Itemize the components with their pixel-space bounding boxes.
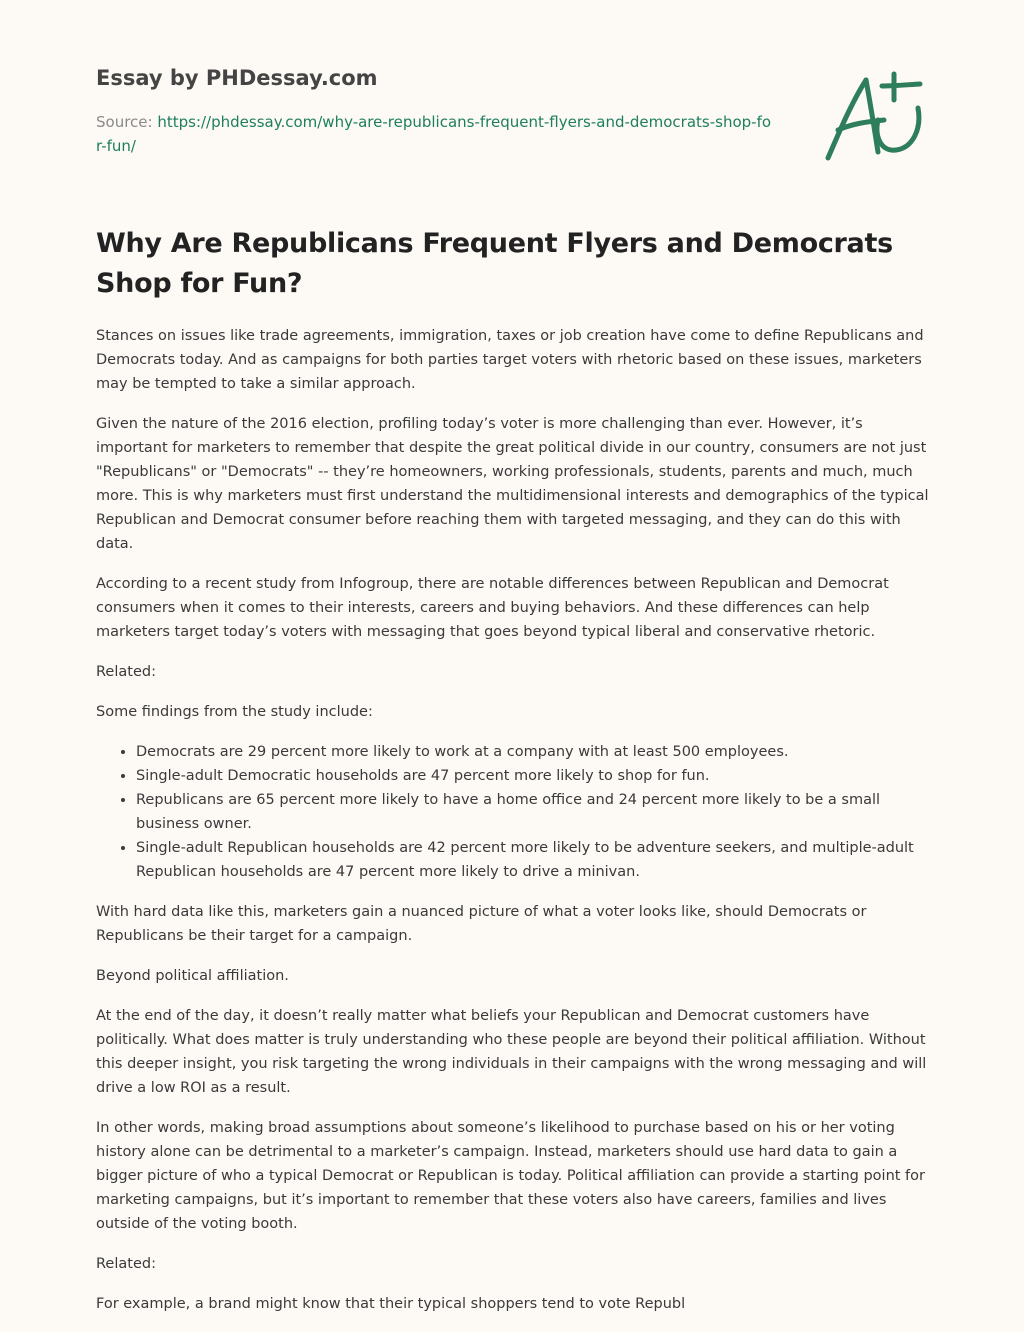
source-link[interactable]: https://phdessay.com/why-are-republicans-frequent-flyers-and-democrats-shop-for-fun/ <box>96 113 772 155</box>
paragraph-other-words: In other words, making broad assumptions about someone’s likelihood to purchase based on his or her voting history alone can be detrimental to a marketer’s campaign. Instead, marketers should use hard data to gain a bigger picture of who a typical Democrat or Republican is today. Political affiliation can provide a starting point for marketing campaigns, but it’s important to remember that these voters also have careers, families and lives outside of the voting booth. <box>96 1120 925 1232</box>
a-plus-logo-icon <box>824 68 928 164</box>
list-item: • Single-adult Republican households are 42 percent more likely to be adventure seekers, and multiple-adult Republican households are 47 percent more likely to drive a minivan. <box>136 836 932 884</box>
paragraph-study: According to a recent study from Infogroup, there are notable differences between Republican and Democrat consumers when it comes to their interests, careers and buying behaviors. And these differences can help marketers target today’s voters with messaging that goes beyond typical liberal and conservative rhetoric. <box>96 576 889 640</box>
findings-intro: Some findings from the study include: <box>96 704 373 720</box>
source-label: Source: <box>96 113 158 131</box>
related-label: Related: <box>96 664 156 680</box>
paragraph-hard-data: With hard data like this, marketers gain a nuanced picture of what a voter looks like, should Democrats or Republicans be their target for a campaign. <box>96 904 867 944</box>
list-item: • Democrats are 29 percent more likely to work at a company with at least 500 employees. <box>136 740 932 764</box>
source-line <box>96 110 776 158</box>
list-item: • Single-adult Democratic households are 47 percent more likely to shop for fun. <box>136 764 932 788</box>
related-label-2: Related: <box>96 1256 156 1272</box>
list-item: • Republicans are 65 percent more likely to have a home office and 24 percent more likely to be a small business owner. <box>136 788 932 836</box>
findings-list <box>96 740 932 884</box>
paragraph-end-of-day: At the end of the day, it doesn’t really matter what beliefs your Republican and Democrat customers have politically. What does matter is truly understanding who these people are beyond their political affiliation. Without this deeper insight, you risk targeting the wrong individuals in their campaigns with the wrong messaging and will drive a low ROI as a result. <box>96 1008 927 1096</box>
paragraph-election: Given the nature of the 2016 election, profiling today’s voter is more challenging than ever. However, it’s important for marketers to remember that despite the great political divide in our country, consumers are not just "Republicans" or "Democrats" -- they’re homeowners, working professionals, students, parents and much, much more. This is why marketers must first understand the multidimensional interests and demographics of the typical Republican and Democrat consumer before reaching them with targeted messaging, and they can do this with data. <box>96 416 929 552</box>
essay-body <box>96 324 932 1332</box>
section-heading-affiliation: Beyond political affiliation. <box>96 968 289 984</box>
site-brand: Essay by PHDessay.com <box>96 66 378 90</box>
paragraph-example-truncated: For example, a brand might know that their typical shoppers tend to vote Republ <box>96 1296 686 1312</box>
paragraph-intro: Stances on issues like trade agreements, immigration, taxes or job creation have come to define Republicans and Democrats today. And as campaigns for both parties target voters with rhetoric based on these issues, marketers may be tempted to take a similar approach. <box>96 328 924 392</box>
essay-title: Why Are Republicans Frequent Flyers and Democrats Shop for Fun? <box>96 228 893 299</box>
